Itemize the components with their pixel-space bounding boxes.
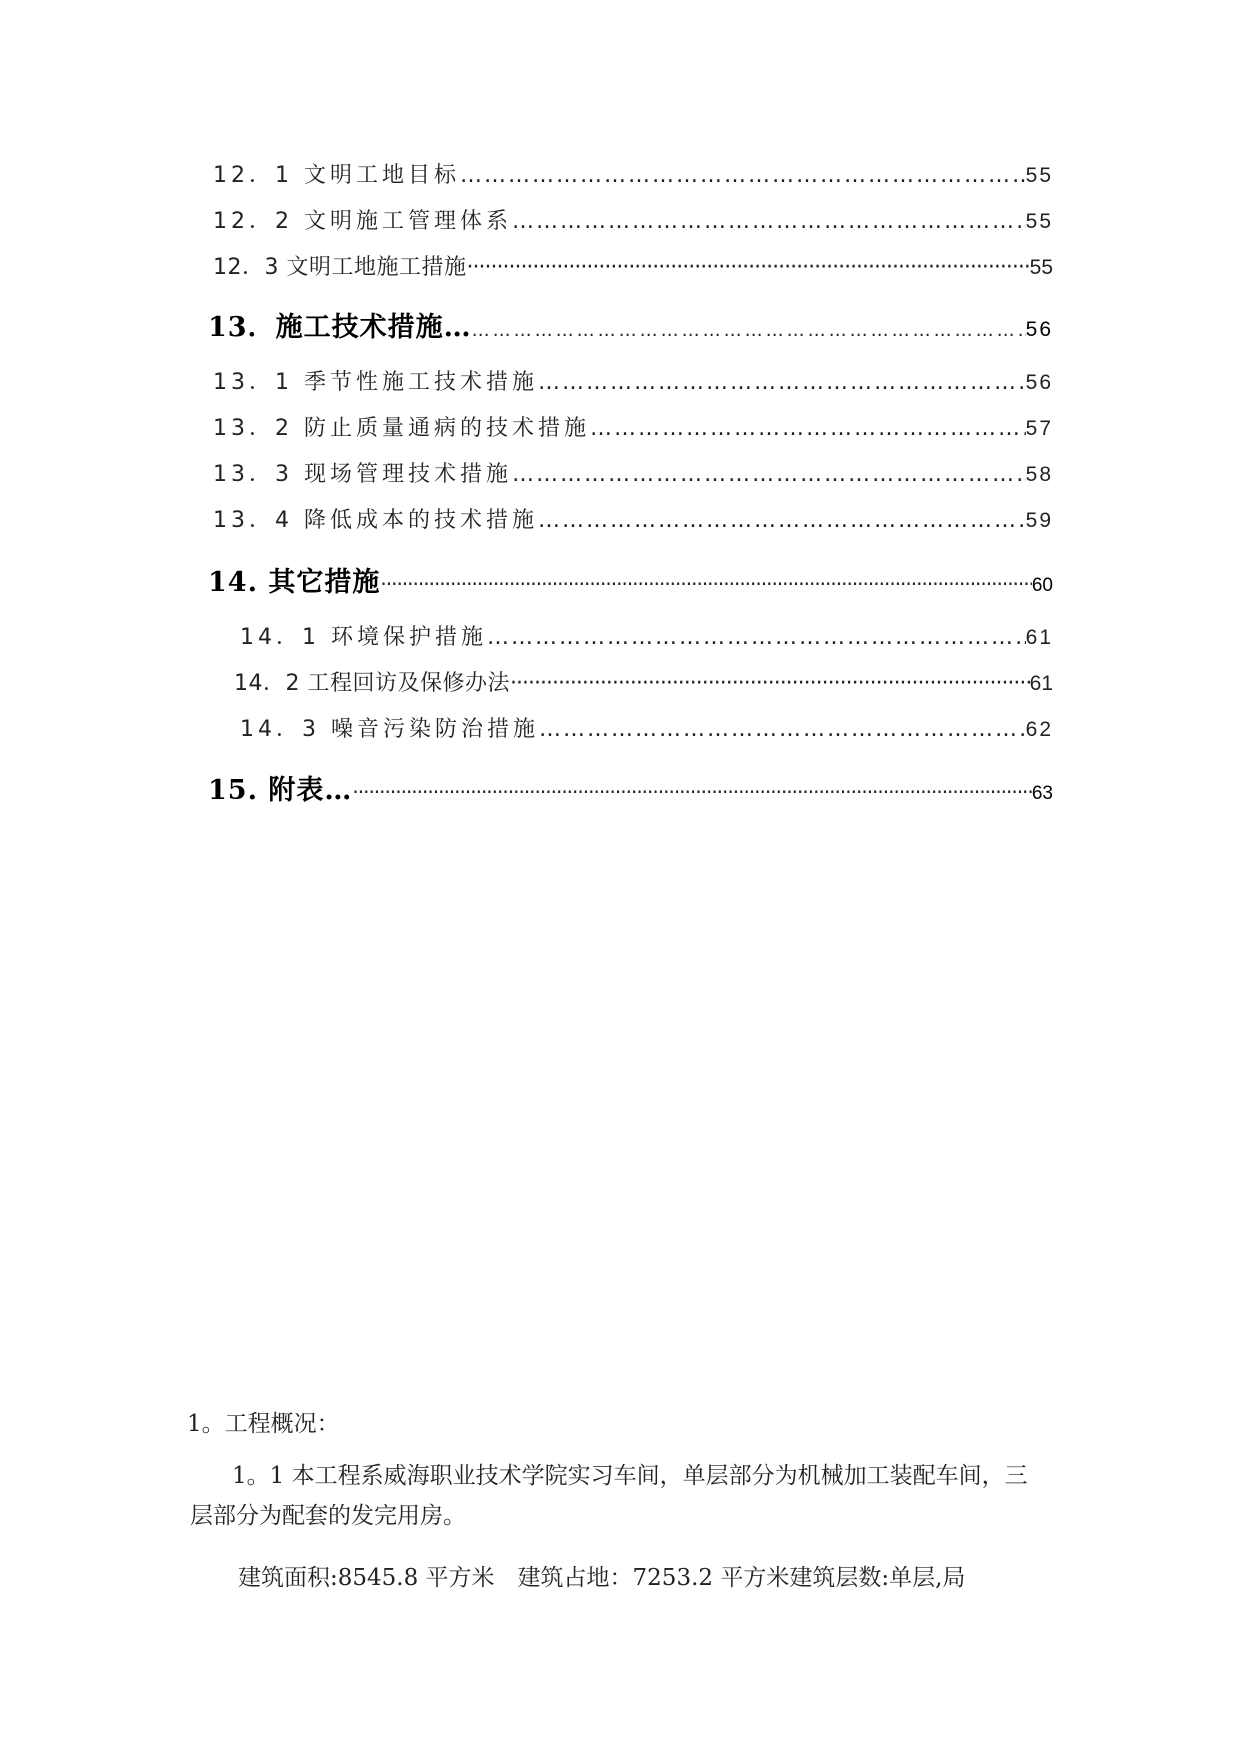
toc-entry-label: 12．3 文明工地施工措施	[213, 255, 467, 280]
toc-dot-leader	[472, 320, 1026, 341]
toc-page-number: 55	[1029, 256, 1053, 279]
toc-entry[interactable]	[208, 768, 1053, 807]
toc-entry-label: 14. 其它措施	[208, 567, 381, 598]
toc-page-number: 55	[1025, 164, 1053, 187]
toc-dot-leader	[380, 572, 1031, 596]
toc-entry[interactable]	[213, 204, 1053, 235]
toc-entry[interactable]	[208, 305, 1053, 344]
toc-page-number: 56	[1025, 318, 1053, 341]
toc-dot-leader	[467, 255, 1030, 280]
toc-dot-leader	[538, 370, 1026, 395]
toc-page-number: 57	[1025, 417, 1053, 440]
toc-entry-label: 14．1 环境保护措施	[240, 625, 487, 650]
toc-page-number: 55	[1025, 210, 1053, 233]
toc-entry-label: 14．3 噪音污染防治措施	[240, 717, 539, 742]
toc-page-number: 56	[1025, 371, 1053, 394]
toc-entry[interactable]	[213, 457, 1053, 488]
toc-entry-label: 13．3 现场管理技术措施	[213, 462, 512, 487]
toc-page-number: 62	[1025, 718, 1053, 741]
toc-entry-label: 12．1 文明工地目标	[213, 163, 460, 188]
toc-entry-label: 13．1 季节性施工技术措施	[213, 370, 538, 395]
body-paragraph: 1。1 本工程系威海职业技术学院实习车间，单层部分为机械加工装配车间，三层部分为配套的发完用房。	[190, 1463, 1028, 1529]
toc-entry[interactable]	[213, 158, 1053, 189]
toc-entry-label: 13．4 降低成本的技术措施	[213, 508, 538, 533]
toc-page-number: 63	[1031, 783, 1053, 804]
toc-entry-label: 14．2 工程回访及保修办法	[234, 671, 510, 696]
toc-dot-leader	[538, 508, 1026, 533]
toc-entry[interactable]	[240, 620, 1053, 651]
toc-page-number: 61	[1029, 672, 1053, 695]
toc-page-number: 60	[1031, 575, 1053, 596]
toc-entry[interactable]	[208, 560, 1053, 599]
toc-entry[interactable]	[213, 503, 1053, 534]
toc-entry[interactable]	[240, 712, 1053, 743]
toc-entry-label: 15. 附表…	[208, 775, 353, 806]
toc-page-number: 58	[1025, 463, 1053, 486]
toc-entry[interactable]	[213, 250, 1053, 281]
toc-dot-leader	[352, 780, 1031, 804]
toc-dot-leader	[460, 163, 1026, 188]
toc-dot-leader	[487, 625, 1026, 650]
toc-page-number: 61	[1025, 626, 1053, 649]
toc-dot-leader	[590, 416, 1026, 441]
toc-dot-leader	[512, 209, 1026, 234]
toc-dot-leader	[539, 717, 1026, 742]
toc-entry[interactable]	[213, 365, 1053, 396]
body-paragraph: 建筑面积:8545.8 平方米 建筑占地：7253.2 平方米建筑层数:单层,局	[238, 1565, 966, 1591]
toc-dot-leader	[510, 671, 1030, 696]
toc-entry[interactable]	[213, 411, 1053, 442]
toc-entry-label: 12．2 文明施工管理体系	[213, 209, 512, 234]
section-heading: 1。工程概况：	[187, 1411, 340, 1437]
toc-entry-label: 13．施工技术措施…	[208, 312, 472, 343]
toc-page-number: 59	[1025, 509, 1053, 532]
toc-entry[interactable]	[234, 666, 1053, 697]
toc-entry-label: 13．2 防止质量通病的技术措施	[213, 416, 590, 441]
toc-dot-leader	[512, 462, 1026, 487]
